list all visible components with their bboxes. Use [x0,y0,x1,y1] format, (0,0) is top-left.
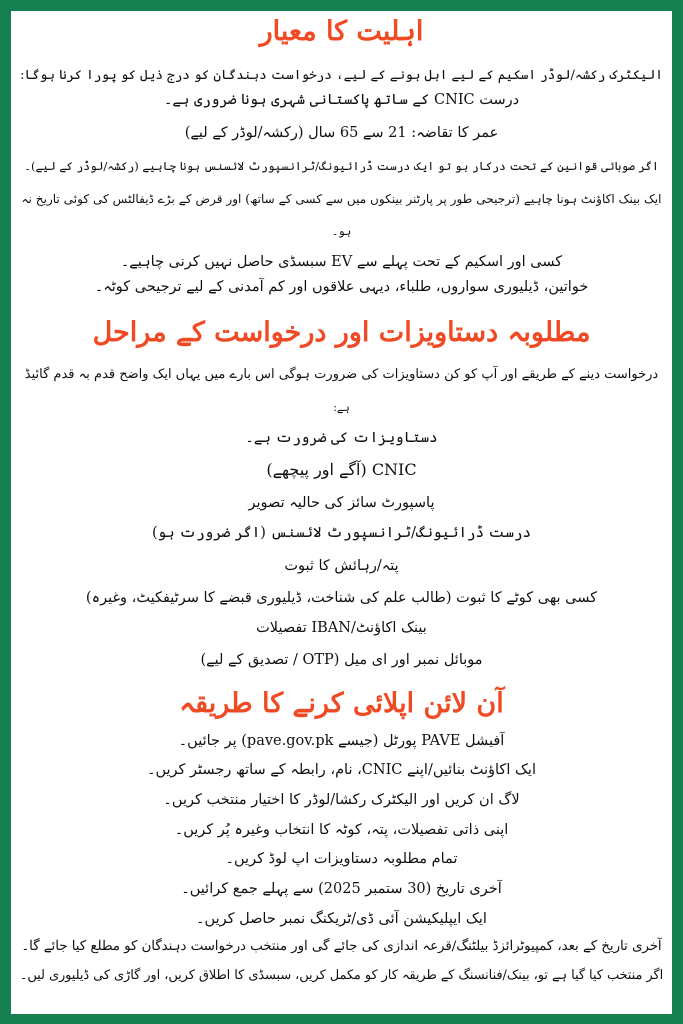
document-item: موبائل نمبر اور ای میل (OTP / تصدیق کے لیے) [200,652,483,668]
document-item: پاسپورٹ سائز کی حالیہ تصویر [248,495,435,511]
online-step: آفیشل PAVE پورٹل (جیسے pave.gov.pk) پر جائیں۔ [178,733,505,749]
documents-subheading: دستاویزات کی ضرورت ہے۔ [245,430,438,446]
heading-documents: مطلوبہ دستاویزات اور درخواست کے مراحل [92,317,591,348]
online-step: ایک ایپلیکیشن آئی ڈی/ٹریکنگ نمبر حاصل کریں۔ [196,911,487,927]
document-item: بینک اکاؤنٹ/IBAN تفصیلات [256,620,427,636]
online-step: تمام مطلوبہ دستاویزات اپ لوڈ کریں۔ [225,851,458,867]
online-step: اپنی ذاتی تفصیلات، پتہ، کوٹہ کا انتخاب وغیرہ پُر کریں۔ [174,822,509,838]
eligibility-item-continued: ہو۔ [331,225,352,238]
document-item: CNIC (آگے اور پیچھے) [266,460,417,479]
documents-intro: درخواست دینے کے طریقے اور آپ کو کن دستاویزات کی ضرورت ہوگی اس بارے میں یہاں ایک واضح قدم بہ قدم گائیڈ [24,367,659,382]
document-panel [11,11,672,1014]
eligibility-item: عمر کا تقاضہ: 21 سے 65 سال (رکشہ/لوڈر کے لیے) [184,125,499,141]
document-item: کسی بھی کوٹے کا ثبوت (طالب علم کی شناخت، ڈیلیوری قبضے کا سرٹیفکیٹ، وغیرہ) [85,590,598,606]
eligibility-item: ایک بینک اکاؤنٹ ہونا چاہیے (ترجیحی طور پر پارٹنر بینکوں میں سے کسی کے ساتھ) اور قرض کے بڑے ڈیفالٹس کی کوئی تاریخ نہ [21,192,662,206]
document-item: پتہ/رہائش کا ثبوت [284,558,399,574]
online-step: اگر منتخب کیا گیا ہے تو، بینک/فنانسنگ کے طریقہ کار کو مکمل کریں، سبسڈی کا اطلاق کریں، اور گاڑی کی ڈیلیوری لیں۔ [19,968,664,983]
eligibility-item: درست CNIC کے ساتھ پاکستانی شہری ہونا ضروری ہے۔ [163,92,520,108]
eligibility-intro: الیکٹرک رکشہ/لوڈر اسکیم کے لیے اہل ہونے کے لیے، درخواست دہندگان کو درج ذیل کو پورا کرنا ہوگا: [20,68,663,83]
heading-online-apply: آن لائن اپلائی کرنے کا طریقہ [179,688,504,719]
document-item: درست ڈرائیونگ/ٹرانسپورٹ لائسنس (اگر ضرورت ہو) [151,525,532,541]
documents-intro-continued: ہے: [333,401,350,414]
online-step: لاگ ان کریں اور الیکٹرک رکشا/لوڈر کا اختیار منتخب کریں۔ [163,792,520,808]
eligibility-item: اگر صوبائی قوانین کے تحت درکار ہو تو ایک درست ڈرائیونگ/ٹرانسپورٹ لائسنس ہونا چاہیے (رکشہ/لوڈر کے لیے)۔ [24,159,659,173]
eligibility-item: خواتین، ڈیلیوری سواروں، طلباء، دیہی علاقوں اور کم آمدنی کے لیے ترجیحی کوٹہ۔ [94,279,589,295]
eligibility-item: کسی اور اسکیم کے تحت پہلے سے EV سبسڈی حاصل نہیں کرنی چاہیے۔ [120,254,563,270]
online-step: آخری تاریخ (30 ستمبر 2025) سے پہلے جمع کرائیں۔ [181,881,502,897]
online-step: ایک اکاؤنٹ بنائیں/اپنے CNIC، نام، رابطہ کے ساتھ رجسٹر کریں۔ [146,762,537,778]
heading-eligibility: اہلیت کا معیار [259,16,424,47]
online-step: آخری تاریخ کے بعد، کمپیوٹرائزڈ بیلٹنگ/قرعہ اندازی کی جائے گی اور منتخب درخواست دہندگان کو مطلع کیا جائے گا۔ [21,939,662,954]
